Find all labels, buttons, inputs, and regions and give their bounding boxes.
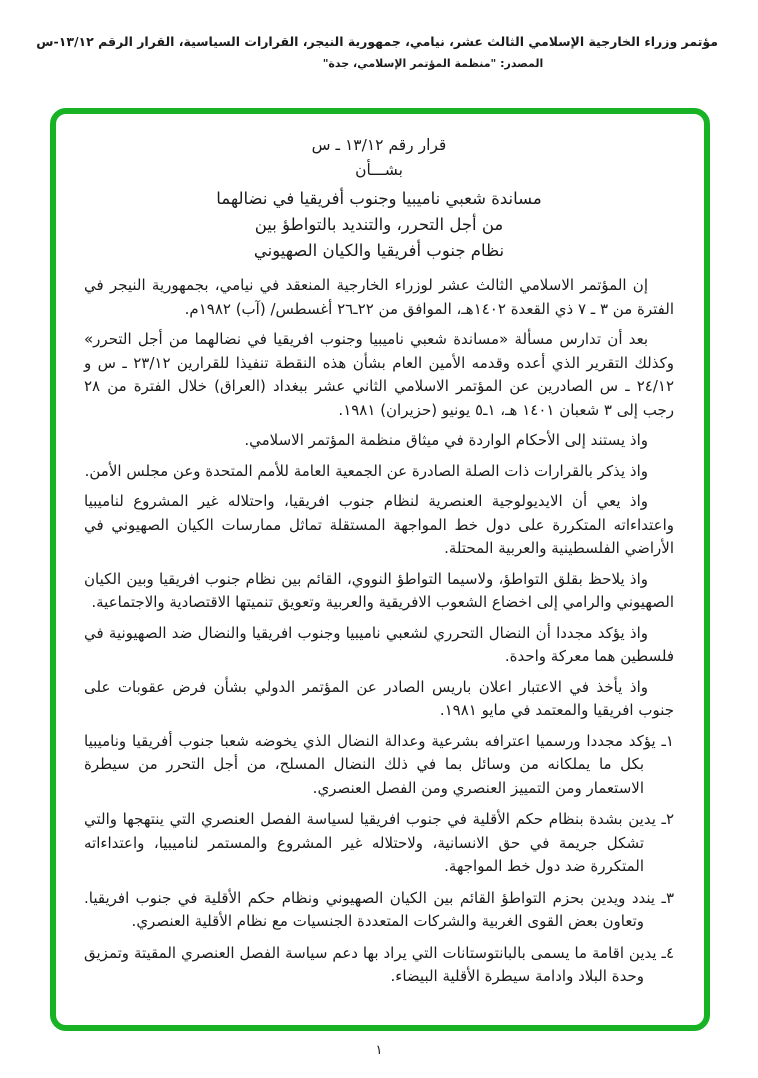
preamble-paragraph: بعد أن تدارس مسألة «مساندة شعبي ناميبيا وجنوب افريقيا في نضالهما من أجل التحرر» وكذلك التقرير الذي أعده وقدمه الأمين العام بشأن هذه النقطة تنفيذا للقرارين ٢٣/١٢ ـ س و ٢٤/١٢ ـ س الصادرين عن المؤتمر الاسلامي الثاني عشر ببغداد (العراق) خلال الفترة من ٢٨ رجب إلى ٣ شعبان ١٤٠١ هـ، ١ـ٥ يونيو (حزيران) ١٩٨١. — [84, 330, 674, 419]
numbered-clause — [84, 887, 674, 934]
preamble-paragraph: واذ يذكر بالقرارات ذات الصلة الصادرة عن الجمعية العامة للأمم المتحدة وعن مجلس الأمن. — [84, 461, 648, 480]
preamble-paragraph: واذ يعي أن الايديولوجية العنصرية لنظام جنوب افريقيا، واحتلاله غير المشروع لناميبيا واعتداءاته المتكررة على دول خط المواجهة المستقلة تماثل ممارسات الكيان الصهيوني في الأراضي الفلسطينية والعربية المحتلة. — [84, 492, 674, 557]
clause-text: يدين بشدة بنظام حكم الأقلية في جنوب افريقيا لسياسة الفصل العنصري التي ينتهجها والتي تشكل جريمة في حق الانسانية، ولاحتلاله غير المشروع والمستمر لناميبيا، واعتداءاته المتكررة ضد دول خط المواجهة. — [84, 810, 656, 875]
resolution-title-block — [84, 136, 674, 264]
green-border-frame — [50, 108, 710, 1031]
numbered-clause — [84, 808, 674, 879]
resolution-regarding-label: بشـــأن — [355, 161, 403, 179]
numbered-clause — [84, 730, 674, 801]
resolution-title-line-3: نظام جنوب أفريقيا والكيان الصهيوني — [253, 241, 505, 260]
clause-number: ٤ـ — [661, 943, 674, 962]
clause-text: يندد ويدين بحزم التواطؤ القائم بين الكيان الصهيوني ونظام حكم الأقلية في جنوب افريقيا. وتعاون بعض القوى الغربية والشركات المتعددة الجنسيات مع نظام الأقلية العنصري. — [84, 888, 656, 930]
resolution-number: قرار رقم ١٣/١٢ ـ س — [311, 136, 447, 154]
clause-number: ٣ـ — [661, 888, 674, 907]
preamble-paragraph: واذ يستند إلى الأحكام الواردة في ميثاق منظمة المؤتمر الاسلامي. — [244, 431, 648, 449]
numbered-clause — [84, 942, 674, 989]
preamble-paragraph: إن المؤتمر الاسلامي الثالث عشر لوزراء الخارجية المنعقد في نيامي، بجمهورية النيجر في الفترة من ٣ ـ ٧ ذي القعدة ١٤٠٢هـ، الموافق من ٢٢ـ٢٦ أغسطس/ (آب) ١٩٨٢م. — [84, 276, 674, 318]
header-conference-title: مؤتمر وزراء الخارجية الإسلامي الثالث عشر، نيامي، جمهورية النيجر، القرارات السياسية، القرار الرقم ١٣/١٢-س — [36, 34, 718, 49]
preamble-paragraph: واذ يؤكد مجددا أن النضال التحرري لشعبي ناميبيا وجنوب افريقيا والنضال ضد الصهيونية في فلسطين هما معركة واحدة. — [84, 623, 674, 665]
preamble-paragraph: واذ يأخذ في الاعتبار اعلان باريس الصادر عن المؤتمر الدولي بشأن فرض عقوبات على جنوب افريقيا والمعتمد في مايو ١٩٨١. — [84, 677, 674, 719]
resolution-title-line-2: من أجل التحرر، والتنديد بالتواطؤ بين — [254, 215, 504, 234]
document-header — [36, 34, 718, 70]
clause-number: ١ـ — [661, 731, 674, 750]
clause-text: يدين اقامة ما يسمى بالبانتوستانات التي يراد بها دعم سياسة الفصل العنصري المقيتة وتمزيق وحدة البلاد وادامة سيطرة الأقلية البيضاء. — [84, 943, 657, 985]
header-source-line: المصدر: "منظمة المؤتمر الإسلامي، جدة" — [322, 57, 544, 70]
clause-text: يؤكد مجددا ورسميا اعترافه بشرعية وعدالة النضال الذي يخوضه شعبا جنوب أفريقيا وناميبيا بكل ما يملكانه من وسائل بما في ذلك النضال المسلح، من أجل التحرر من سيطرة الاستعمار ومن التمييز العنصري ومن الفصل العنصري. — [84, 731, 656, 797]
resolution-title-line-1: مساندة شعبي ناميبيا وجنوب أفريقيا في نضالهما — [216, 189, 542, 208]
clause-number: ٢ـ — [661, 810, 674, 828]
page-number: ١ — [375, 1043, 383, 1058]
preamble-paragraph: واذ يلاحظ بقلق التواطؤ، ولاسيما التواطؤ النووي، القائم بين نظام جنوب افريقيا وبين الكيان الصهيوني والرامي إلى اخضاع الشعوب الافريقية والعربية وتعويق تنميتها الاقتصادية والاجتماعية. — [84, 569, 674, 611]
